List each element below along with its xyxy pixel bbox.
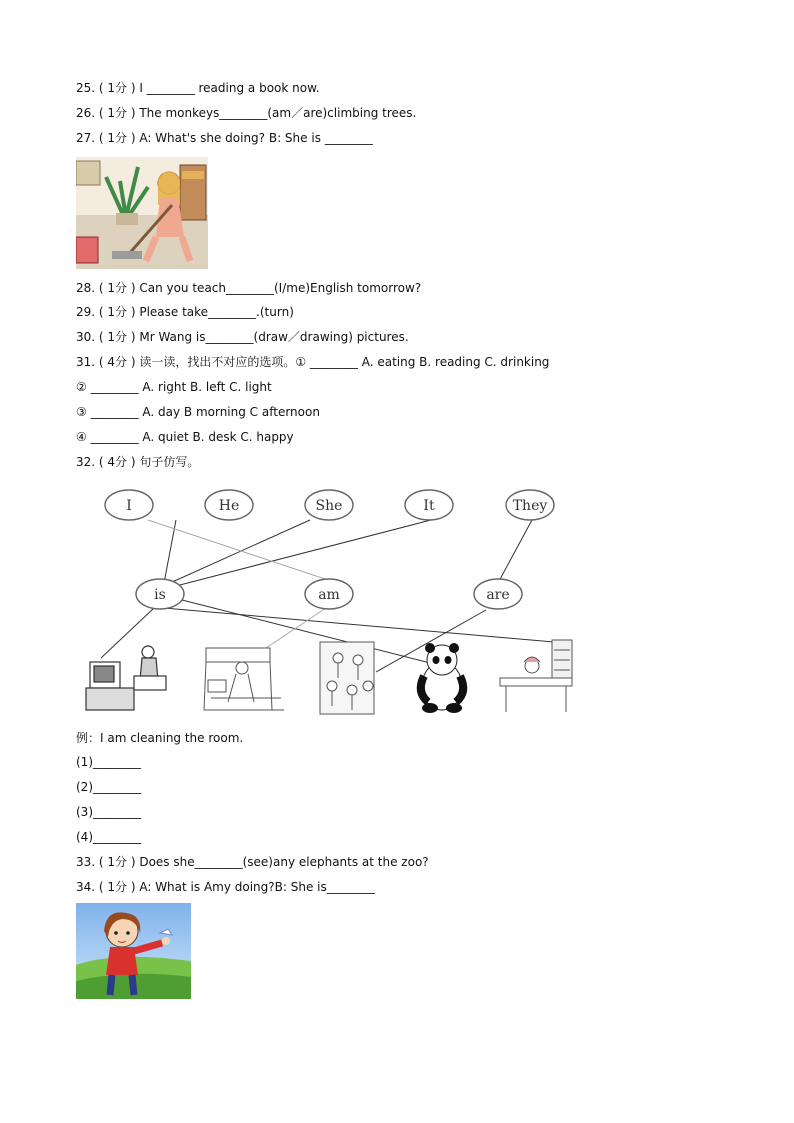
question-31-item-2: ② ________ A. right B. left C. light	[76, 380, 272, 394]
boy-watching-tv-picture	[86, 646, 166, 710]
girl-with-bird-illustration	[76, 903, 191, 999]
children-dancing-picture	[320, 642, 374, 714]
question-26: 26. ( 1分 ) The monkeys________(am／are)climbing trees.	[76, 106, 417, 120]
q32-example: 例：I am cleaning the room.	[76, 731, 244, 745]
q32-answer-4: (4)________	[76, 830, 141, 844]
verb-is: is	[154, 587, 166, 603]
pronoun-they: They	[512, 498, 548, 514]
verb-are: are	[486, 587, 510, 603]
verb-am: am	[318, 587, 340, 603]
pronoun-she: She	[315, 498, 343, 514]
question-31-item-3: ③ ________ A. day B morning C afternoon	[76, 405, 320, 419]
question-27: 27. ( 1分 ) A: What's she doing? B: She is ________	[76, 131, 373, 145]
question-31: 31. ( 4分 ) 读一读，找出不对应的选项。① ________ A. eating B. reading C. drinking	[76, 355, 550, 369]
mopping-woman-illustration	[76, 157, 208, 269]
panda-picture	[421, 643, 463, 713]
pronoun-i: I	[126, 498, 132, 514]
question-25: 25. ( 1分 ) I ________ reading a book now.	[76, 81, 320, 95]
q32-answer-2: (2)________	[76, 780, 141, 794]
pronoun-verb-matching-diagram	[76, 480, 576, 720]
question-28: 28. ( 1分 ) Can you teach________(I/me)English tomorrow?	[76, 281, 422, 295]
boy-cleaning-room-picture	[204, 648, 284, 710]
pronoun-he: He	[218, 498, 240, 514]
question-33: 33. ( 1分 ) Does she________(see)any elephants at the zoo?	[76, 855, 429, 869]
question-30: 30. ( 1分 ) Mr Wang is________(draw／drawing) pictures.	[76, 330, 409, 344]
question-31-item-4: ④ ________ A. quiet B. desk C. happy	[76, 430, 294, 444]
q32-answer-3: (3)________	[76, 805, 141, 819]
girl-reading-at-desk-picture	[500, 640, 572, 712]
question-34: 34. ( 1分 ) A: What is Amy doing?B: She is________	[76, 880, 375, 894]
question-32: 32. ( 4分 ) 句子仿写。	[76, 455, 200, 469]
pronoun-it: It	[423, 498, 435, 514]
q32-answer-1: (1)________	[76, 755, 141, 769]
question-29: 29. ( 1分 ) Please take________.(turn)	[76, 305, 294, 319]
